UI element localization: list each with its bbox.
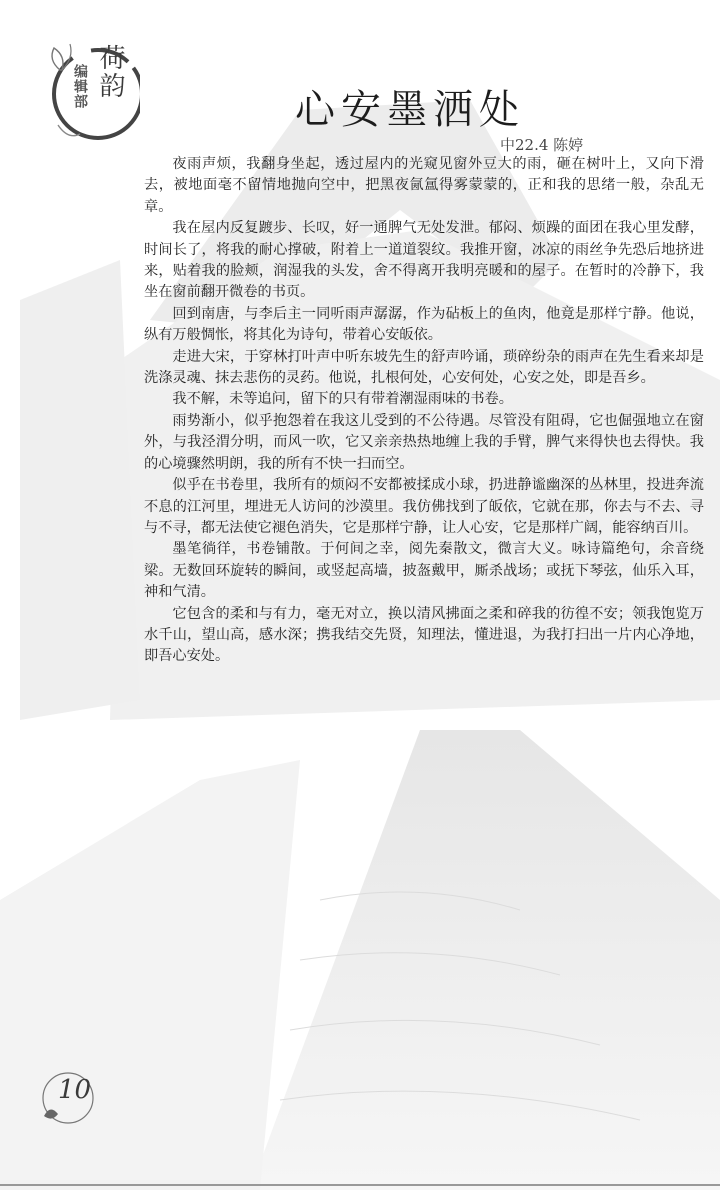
seal-subtitle: 编辑部	[72, 64, 88, 109]
paragraph: 它包含的柔和与有力，毫无对立，换以清风拂面之柔和碎我的彷徨不安；领我饱览万水千山，望山高，感水深；携我结交先贤，知理法，懂进退，为我打扫出一片内心净地，即吾心安处。	[144, 605, 704, 665]
paragraph: 我不解，未等追问，留下的只有带着潮湿雨味的书卷。	[172, 391, 513, 408]
paragraph: 走进大宋，于穿林打叶声中听东坡先生的舒声吟诵，琐碎纷杂的雨声在先生看来却是洗涤灵魂、抹去悲伤的灵药。他说，扎根何处，心安何处，心安之处，即是吾乡。	[144, 348, 704, 387]
seal-title: 荷韵	[95, 44, 125, 100]
page-number: 10	[58, 1075, 92, 1105]
paragraph: 似乎在书卷里，我所有的烦闷不安都被揉成小球，扔进静谧幽深的丛林里，投进奔流不息的江河里，埋进无人访问的沙漠里。我仿佛找到了皈依，它就在那，你去与不去、寻与不寻，都无法使它褪色消失，它是那样宁静，让人心安，它是那样广阔，能容纳百川。	[144, 477, 704, 536]
article-byline: 中22.4 陈婷	[500, 136, 584, 154]
paragraph: 回到南唐，与李后主一同听雨声潺潺，作为砧板上的鱼肉，他竟是那样宁静。他说，纵有万般惆怅，将其化为诗句，带着心安皈依。	[144, 305, 704, 344]
paragraph: 夜雨声烦，我翻身坐起，透过屋内的光窥见窗外豆大的雨，砸在树叶上，又向下滑去，被地面毫不留情地抛向空中，把黑夜氤氲得雾蒙蒙的，正和我的思绪一般，杂乱无章。	[144, 156, 704, 215]
paragraph: 雨势渐小，似乎抱怨着在我这儿受到的不公待遇。尽管没有阻碍，它也倔强地立在窗外，与我泾渭分明，而风一吹，它又亲亲热热地缠上我的手臂，脾气来得快也去得快。我的心境骤然明朗，我的所有不快一扫而空。	[144, 412, 704, 472]
paragraph: 我在屋内反复踱步、长叹，好一通脾气无处发泄。郁闷、烦躁的面团在我心里发酵，时间长了，将我的耐心撑破，附着上一道道裂纹。我推开窗，冰凉的雨丝争先恐后地挤进来，贴着我的脸颊，润湿我的头发，舍不得离开我明亮暖和的屋子。在暂时的冷静下，我坐在窗前翻开微卷的书页。	[144, 220, 704, 301]
bottom-divider	[0, 1184, 720, 1186]
paragraph: 墨笔徜徉，书卷铺散。于何间之幸，阅先秦散文，微言大义。咏诗篇绝句，余音绕梁。无数回环旋转的瞬间，或竖起高墙，披盔戴甲，厮杀战场；或抚下琴弦，仙乐入耳，神和气清。	[144, 541, 704, 601]
article-title: 心安墨洒处	[295, 87, 525, 133]
article-body	[144, 154, 704, 668]
